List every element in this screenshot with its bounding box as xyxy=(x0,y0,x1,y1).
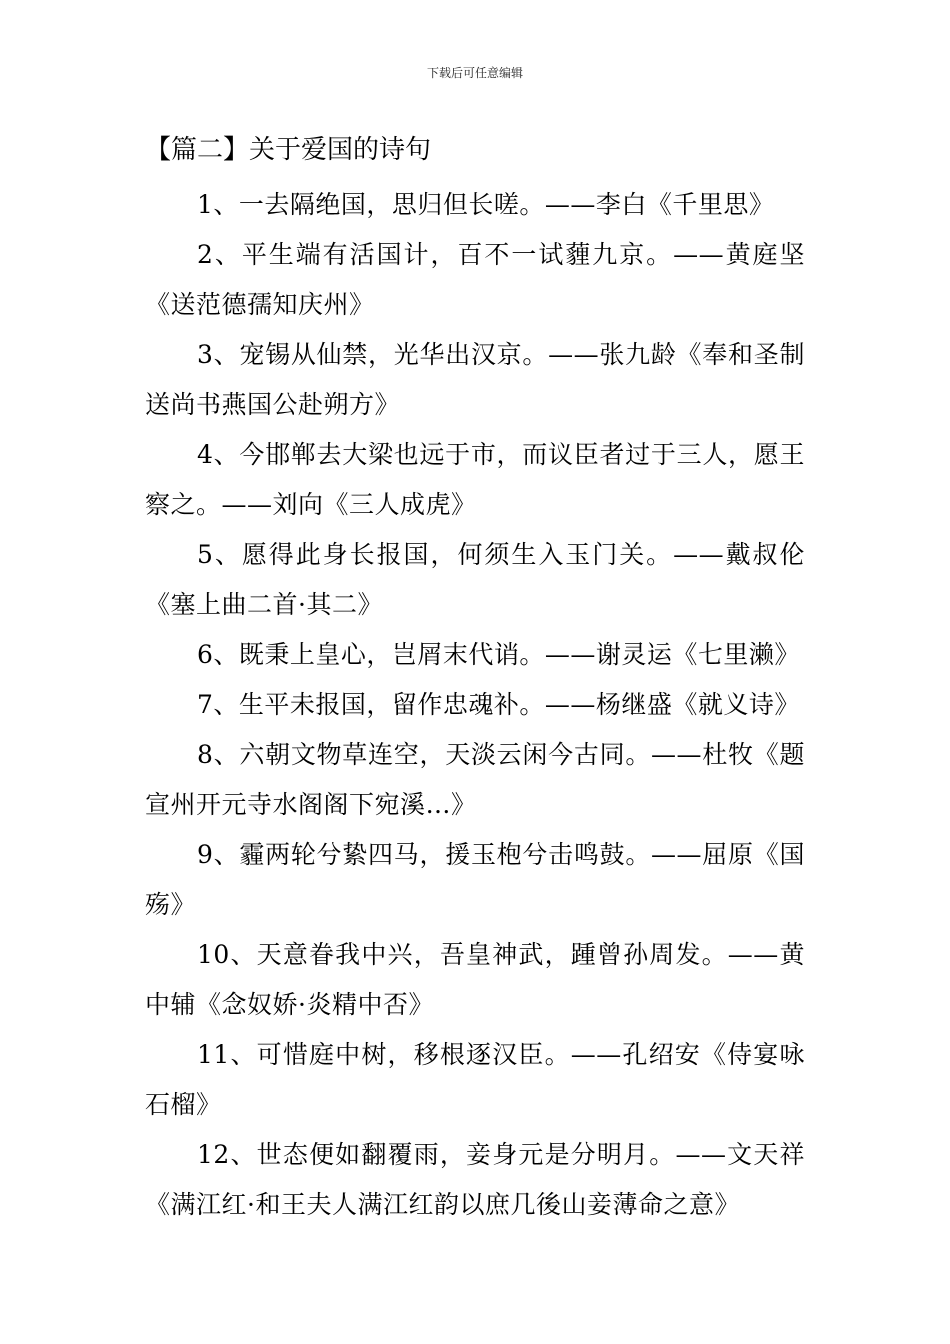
poem-line: 1、一去隔绝国，思归但长嗟。——李白《千里思》 xyxy=(197,190,775,219)
poem-line: 9、霾两轮兮絷四马，援玉枹兮击鸣鼓。——屈原《国殇》 xyxy=(145,840,805,919)
poem-line: 2、平生端有活国计，百不一试薶九京。——黄庭坚《送范德孺知庆州》 xyxy=(145,240,805,319)
poem-line: 4、今邯郸去大梁也远于市，而议臣者过于三人，愿王察之。——刘向《三人成虎》 xyxy=(145,440,805,519)
poem-line: 3、宠锡从仙禁，光华出汉京。——张九龄《奉和圣制送尚书燕国公赴朔方》 xyxy=(145,340,805,419)
poem-line: 11、可惜庭中树，移根逐汉臣。——孔绍安《侍宴咏石榴》 xyxy=(145,1040,805,1119)
poem-line: 8、六朝文物草连空，天淡云闲今古同。——杜牧《题宣州开元寺水阁阁下宛溪…》 xyxy=(145,740,805,819)
page-header-note: 下载后可任意编辑 xyxy=(426,66,523,80)
section-title: 【篇二】关于爱国的诗句 xyxy=(145,135,432,165)
poem-line: 5、愿得此身长报国，何须生入玉门关。——戴叔伦《塞上曲二首·其二》 xyxy=(145,540,805,619)
poem-line: 6、既秉上皇心，岂屑末代诮。——谢灵运《七里濑》 xyxy=(197,640,800,669)
poem-line: 7、生平未报国，留作忠魂补。——杨继盛《就义诗》 xyxy=(197,690,800,719)
poem-line: 10、天意眷我中兴，吾皇神武，踵曾孙周发。——黄中辅《念奴娇·炎精中否》 xyxy=(145,940,805,1019)
poem-list xyxy=(145,180,805,1230)
poem-line: 12、世态便如翻覆雨，妾身元是分明月。——文天祥《满江红·和王夫人满江红韵以庶几後山妾薄命之意》 xyxy=(145,1140,805,1219)
